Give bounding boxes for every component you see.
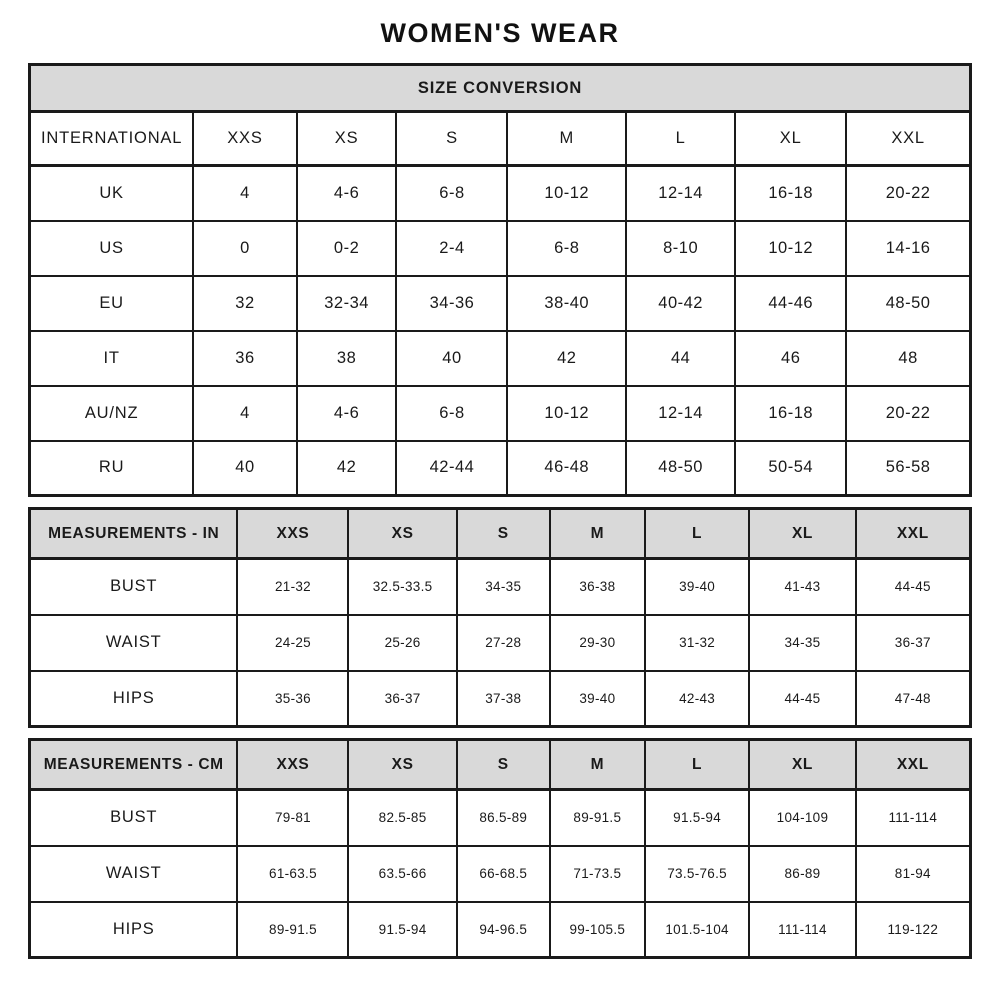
section-header: MEASUREMENTS - IN [30,509,238,559]
row-label: WAIST [30,615,238,671]
cell: 16-18 [735,166,846,221]
cell: 44-45 [749,671,855,727]
column-header: XXS [193,112,297,166]
cell: 119-122 [856,902,971,958]
measurements-cm-table [28,738,972,959]
table-row [30,790,971,846]
column-header: S [457,509,550,559]
cell: 48 [846,331,970,386]
column-header: L [626,112,735,166]
section-header-row [30,509,971,559]
column-header: XXL [846,112,970,166]
column-header: XS [348,509,456,559]
cell: 41-43 [749,559,855,615]
cell: 32 [193,276,297,331]
cell: 42 [297,441,397,496]
row-label: UK [30,166,194,221]
column-header: XS [297,112,397,166]
table-row [30,441,971,496]
column-header: L [645,740,749,790]
column-header: XXS [237,509,348,559]
table-row [30,902,971,958]
cell: 73.5-76.5 [645,846,749,902]
section-header-row [30,740,971,790]
column-header: XL [735,112,846,166]
page-title: WOMEN'S WEAR [380,18,620,48]
cell: 48-50 [626,441,735,496]
size-conversion-body [30,166,971,496]
cell: 42-44 [396,441,507,496]
table-row [30,559,971,615]
cell: 10-12 [507,166,626,221]
cell: 34-36 [396,276,507,331]
cell: 10-12 [735,221,846,276]
cell: 4-6 [297,166,397,221]
cell: 37-38 [457,671,550,727]
cell: 39-40 [550,671,645,727]
cell: 34-35 [457,559,550,615]
table-row [30,671,971,727]
cell: 42-43 [645,671,749,727]
cell: 91.5-94 [348,902,456,958]
table-row [30,386,971,441]
column-header: XXS [237,740,348,790]
measurements-cm-body [30,790,971,958]
cell: 91.5-94 [645,790,749,846]
cell: 81-94 [856,846,971,902]
cell: 56-58 [846,441,970,496]
cell: 4 [193,166,297,221]
cell: 36 [193,331,297,386]
cell: 111-114 [749,902,855,958]
row-label: BUST [30,559,238,615]
column-header-row [30,112,971,166]
cell: 39-40 [645,559,749,615]
cell: 89-91.5 [550,790,645,846]
column-header: M [550,509,645,559]
cell: 21-32 [237,559,348,615]
column-header: XXL [856,740,971,790]
cell: 32.5-33.5 [348,559,456,615]
cell: 40-42 [626,276,735,331]
cell: 101.5-104 [645,902,749,958]
cell: 29-30 [550,615,645,671]
cell: 14-16 [846,221,970,276]
cell: 63.5-66 [348,846,456,902]
column-header: L [645,509,749,559]
cell: 0 [193,221,297,276]
cell: 36-37 [348,671,456,727]
cell: 8-10 [626,221,735,276]
cell: 4 [193,386,297,441]
column-header: XXL [856,509,971,559]
cell: 50-54 [735,441,846,496]
cell: 38 [297,331,397,386]
cell: 40 [193,441,297,496]
cell: 32-34 [297,276,397,331]
column-header: XL [749,509,855,559]
row-label: BUST [30,790,238,846]
section-header-row [30,65,971,112]
cell: 89-91.5 [237,902,348,958]
row-label: RU [30,441,194,496]
cell: 40 [396,331,507,386]
cell: 44-46 [735,276,846,331]
table-row [30,615,971,671]
column-header: XL [749,740,855,790]
table-row [30,221,971,276]
measurements-in-table [28,507,972,728]
cell: 42 [507,331,626,386]
row-label: WAIST [30,846,238,902]
size-conversion-table [28,63,972,497]
cell: 66-68.5 [457,846,550,902]
cell: 31-32 [645,615,749,671]
cell: 44 [626,331,735,386]
cell: 2-4 [396,221,507,276]
table-row [30,276,971,331]
cell: 4-6 [297,386,397,441]
cell: 10-12 [507,386,626,441]
cell: 82.5-85 [348,790,456,846]
cell: 25-26 [348,615,456,671]
column-header: S [457,740,550,790]
cell: 20-22 [846,386,970,441]
column-header: INTERNATIONAL [30,112,194,166]
cell: 27-28 [457,615,550,671]
table-row [30,166,971,221]
cell: 46-48 [507,441,626,496]
row-label: HIPS [30,671,238,727]
column-header: M [507,112,626,166]
cell: 86-89 [749,846,855,902]
cell: 6-8 [396,166,507,221]
row-label: EU [30,276,194,331]
cell: 94-96.5 [457,902,550,958]
cell: 79-81 [237,790,348,846]
cell: 46 [735,331,846,386]
cell: 16-18 [735,386,846,441]
cell: 24-25 [237,615,348,671]
cell: 48-50 [846,276,970,331]
row-label: AU/NZ [30,386,194,441]
cell: 36-38 [550,559,645,615]
cell: 12-14 [626,386,735,441]
cell: 86.5-89 [457,790,550,846]
column-header: S [396,112,507,166]
cell: 35-36 [237,671,348,727]
section-header: SIZE CONVERSION [30,65,971,112]
cell: 34-35 [749,615,855,671]
section-header: MEASUREMENTS - CM [30,740,238,790]
row-label: HIPS [30,902,238,958]
cell: 61-63.5 [237,846,348,902]
cell: 36-37 [856,615,971,671]
cell: 111-114 [856,790,971,846]
cell: 20-22 [846,166,970,221]
cell: 47-48 [856,671,971,727]
row-label: IT [30,331,194,386]
cell: 71-73.5 [550,846,645,902]
cell: 6-8 [396,386,507,441]
cell: 0-2 [297,221,397,276]
cell: 12-14 [626,166,735,221]
column-header: XS [348,740,456,790]
column-header: M [550,740,645,790]
cell: 104-109 [749,790,855,846]
row-label: US [30,221,194,276]
table-row [30,846,971,902]
measurements-in-body [30,559,971,727]
table-row [30,331,971,386]
cell: 6-8 [507,221,626,276]
cell: 44-45 [856,559,971,615]
cell: 99-105.5 [550,902,645,958]
cell: 38-40 [507,276,626,331]
